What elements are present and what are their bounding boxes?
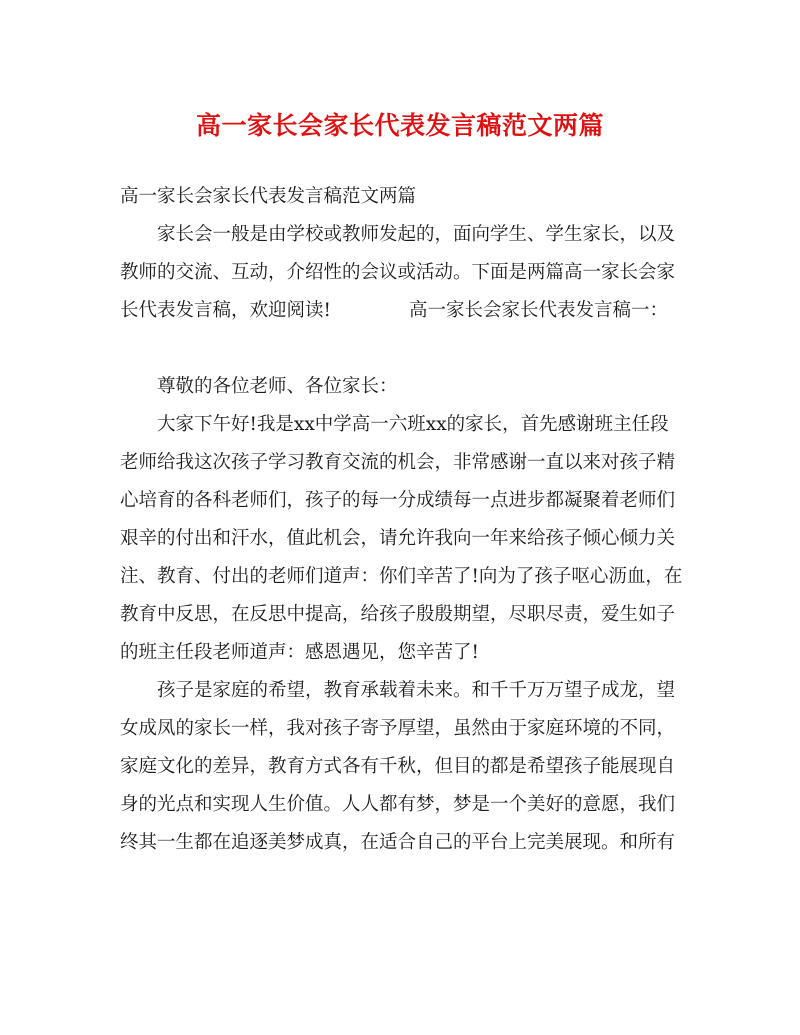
speech-one-heading: 高一家长会家长代表发言稿一：: [408, 300, 668, 321]
intro-line-2: 教师的交流、互动，介绍性的会议或活动。下面是两篇高一家长会家: [120, 262, 676, 283]
greeting: 尊敬的各位老师、各位家长：: [157, 376, 398, 397]
intro-line-3-text: 长代表发言稿，欢迎阅读!: [120, 300, 331, 321]
paragraph-line: 教育中反思，在反思中提高，给孩子殷殷期望，尽职尽责，爱生如子: [120, 604, 676, 625]
document-body: [120, 178, 683, 862]
paragraph-line: 女成凤的家长一样，我对孩子寄予厚望，虽然由于家庭环境的不同，: [120, 718, 676, 739]
document-subtitle: 高一家长会家长代表发言稿范文两篇: [120, 186, 417, 207]
paragraph-line: 终其一生都在追逐美梦成真，在适合自己的平台上完美展现。和所有: [120, 832, 676, 853]
paragraph-line: 注、教育、付出的老师们道声：你们辛苦了!向为了孩子呕心沥血，在: [120, 566, 683, 587]
document-title: 高一家长会家长代表发言稿范文两篇: [195, 111, 604, 140]
paragraph-line: 大家下午好!我是xx中学高一六班xx的家长，首先感谢班主任段: [157, 414, 669, 435]
intro-line-1: 家长会一般是由学校或教师发起的，面向学生、学生家长，以及: [157, 224, 676, 245]
paragraph-line: 的班主任段老师道声：感恩遇见，您辛苦了!: [120, 642, 479, 663]
paragraph-line: 孩子是家庭的希望，教育承载着未来。和千千万万望子成龙，望: [157, 680, 676, 701]
paragraph-line: 身的光点和实现人生价值。人人都有梦，梦是一个美好的意愿，我们: [120, 794, 676, 815]
blank-line: [120, 330, 680, 368]
intro-line-3: [120, 292, 680, 330]
paragraph-line: 艰辛的付出和汗水，值此机会，请允许我向一年来给孩子倾心倾力关: [120, 528, 676, 549]
paragraph-line: 家庭文化的差异，教育方式各有千秋，但目的都是希望孩子能展现自: [120, 756, 676, 777]
paragraph-line: 老师给我这次孩子学习教育交流的机会，非常感谢一直以来对孩子精: [120, 452, 676, 473]
paragraph-line: 心培育的各科老师们，孩子的每一分成绩每一点进步都凝聚着老师们: [120, 490, 676, 511]
